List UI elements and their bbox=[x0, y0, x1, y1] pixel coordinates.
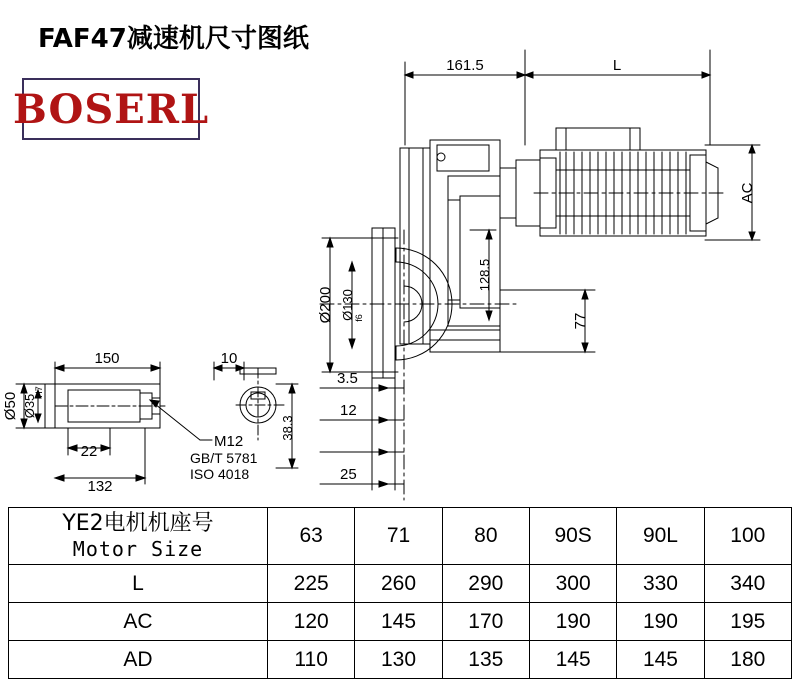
table-cell: 145 bbox=[617, 641, 704, 679]
dim-128-5: 128.5 bbox=[477, 258, 492, 292]
page-title: FAF47减速机尺寸图纸 bbox=[38, 24, 309, 54]
table-header-size: 80 bbox=[442, 508, 529, 565]
table-header-size: 71 bbox=[355, 508, 442, 565]
table-row bbox=[9, 565, 792, 603]
table-header-size: 63 bbox=[268, 508, 355, 565]
bolt-spec-gb: GB/T 5781 bbox=[190, 450, 258, 466]
logo-text: BOSERL bbox=[12, 85, 210, 133]
dim-dia-200: Ø200 bbox=[317, 286, 334, 324]
table-cell: 300 bbox=[529, 565, 616, 603]
dim-AC: AC bbox=[739, 182, 756, 204]
table-cell: 180 bbox=[704, 641, 791, 679]
dim-3-5: 3.5 bbox=[337, 370, 358, 387]
row-label: L bbox=[9, 565, 268, 603]
table-row bbox=[9, 603, 792, 641]
row-label: AD bbox=[9, 641, 268, 679]
dim-150: 150 bbox=[94, 350, 120, 367]
dim-dia-35-tol: H7 bbox=[34, 386, 44, 398]
table-cell: 190 bbox=[617, 603, 704, 641]
table-cell: 260 bbox=[355, 565, 442, 603]
dim-25: 25 bbox=[340, 466, 357, 483]
row-label: AC bbox=[9, 603, 268, 641]
dim-132: 132 bbox=[87, 478, 113, 495]
table-header-size: 90L bbox=[617, 508, 704, 565]
bolt-spec-iso: ISO 4018 bbox=[190, 466, 250, 482]
dim-dia-130: Ø130 bbox=[340, 289, 355, 321]
table-cell: 225 bbox=[268, 565, 355, 603]
table-cell: 340 bbox=[704, 565, 791, 603]
dim-161-5: 161.5 bbox=[446, 57, 484, 74]
table-cell: 290 bbox=[442, 565, 529, 603]
table-header-size: 100 bbox=[704, 508, 791, 565]
bolt-spec-m12: M12 bbox=[214, 433, 244, 450]
table-cell: 145 bbox=[529, 641, 616, 679]
dim-38-3: 38.3 bbox=[280, 415, 295, 441]
table-cell: 145 bbox=[355, 603, 442, 641]
table-cell: 110 bbox=[268, 641, 355, 679]
table-row bbox=[9, 641, 792, 679]
header-label-cn: YE2电机机座号 bbox=[62, 511, 214, 536]
dim-77: 77 bbox=[572, 312, 589, 330]
table-cell: 190 bbox=[529, 603, 616, 641]
table-header-row bbox=[9, 508, 792, 565]
table-cell: 330 bbox=[617, 565, 704, 603]
dim-dia-35: Ø35 bbox=[22, 393, 37, 419]
table-cell: 170 bbox=[442, 603, 529, 641]
table-cell: 195 bbox=[704, 603, 791, 641]
table-header-size: 90S bbox=[529, 508, 616, 565]
header-label-en: Motor Size bbox=[72, 537, 204, 561]
table-header-label bbox=[9, 508, 268, 565]
table-cell: 135 bbox=[442, 641, 529, 679]
dim-22: 22 bbox=[80, 443, 98, 460]
dim-dia-50: Ø50 bbox=[2, 391, 19, 421]
table-cell: 120 bbox=[268, 603, 355, 641]
dim-L: L bbox=[612, 57, 622, 74]
dim-10: 10 bbox=[220, 350, 238, 367]
specification-table bbox=[8, 507, 792, 679]
dim-12: 12 bbox=[340, 402, 357, 419]
dim-dia-130-tol: f6 bbox=[354, 314, 364, 322]
table-cell: 130 bbox=[355, 641, 442, 679]
